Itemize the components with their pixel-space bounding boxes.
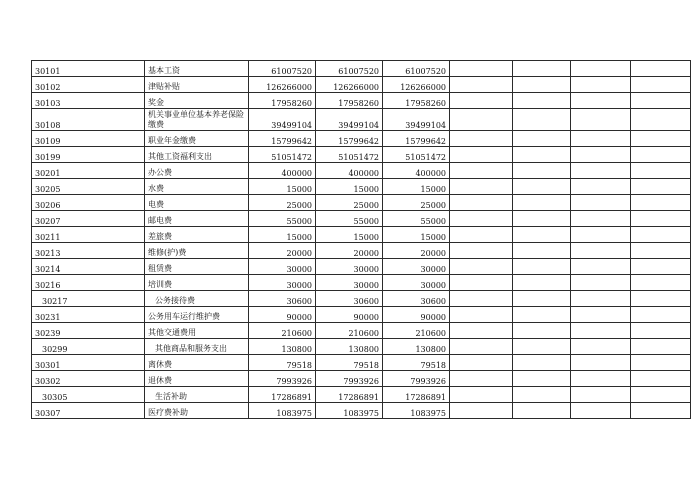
- empty-cell: [450, 211, 513, 227]
- amount-cell-2: 51051472: [316, 147, 383, 163]
- empty-cell: [513, 387, 571, 403]
- empty-cell: [631, 339, 691, 355]
- empty-cell: [450, 179, 513, 195]
- table-row: [32, 195, 691, 211]
- account-name-cell: 其他商品和服务支出: [145, 339, 249, 355]
- amount-cell-3: 20000: [383, 243, 450, 259]
- empty-cell: [513, 227, 571, 243]
- amount-cell-1: 7993926: [249, 371, 316, 387]
- amount-cell-1: 17958260: [249, 93, 316, 109]
- amount-cell-2: 15799642: [316, 131, 383, 147]
- account-name-cell: 奖金: [145, 93, 249, 109]
- empty-cell: [631, 61, 691, 77]
- empty-cell: [631, 403, 691, 419]
- amount-cell-3: 15799642: [383, 131, 450, 147]
- empty-cell: [631, 147, 691, 163]
- amount-cell-1: 20000: [249, 243, 316, 259]
- empty-cell: [450, 131, 513, 147]
- account-code-cell: 30216: [32, 275, 145, 291]
- empty-cell: [631, 227, 691, 243]
- amount-cell-3: 15000: [383, 179, 450, 195]
- amount-cell-3: 130800: [383, 339, 450, 355]
- table-row: [32, 109, 691, 131]
- amount-cell-1: 39499104: [249, 109, 316, 131]
- empty-cell: [450, 275, 513, 291]
- amount-cell-3: 90000: [383, 307, 450, 323]
- empty-cell: [513, 371, 571, 387]
- account-code-cell: 30299: [32, 339, 145, 355]
- empty-cell: [571, 355, 631, 371]
- empty-cell: [450, 291, 513, 307]
- amount-cell-1: 30000: [249, 275, 316, 291]
- amount-cell-2: 79518: [316, 355, 383, 371]
- amount-cell-3: 25000: [383, 195, 450, 211]
- amount-cell-1: 90000: [249, 307, 316, 323]
- account-code-cell: 30101: [32, 61, 145, 77]
- empty-cell: [450, 403, 513, 419]
- empty-cell: [571, 243, 631, 259]
- amount-cell-3: 17958260: [383, 93, 450, 109]
- empty-cell: [631, 93, 691, 109]
- amount-cell-3: 126266000: [383, 77, 450, 93]
- amount-cell-1: 30000: [249, 259, 316, 275]
- account-name-cell: 其他交通费用: [145, 323, 249, 339]
- amount-cell-3: 30000: [383, 259, 450, 275]
- account-name-cell: 津贴补贴: [145, 77, 249, 93]
- amount-cell-2: 30600: [316, 291, 383, 307]
- account-code-cell: 30205: [32, 179, 145, 195]
- account-code-cell: 30305: [32, 387, 145, 403]
- amount-cell-2: 25000: [316, 195, 383, 211]
- account-name-cell: 培训费: [145, 275, 249, 291]
- amount-cell-1: 79518: [249, 355, 316, 371]
- amount-cell-1: 15799642: [249, 131, 316, 147]
- account-code-cell: 30213: [32, 243, 145, 259]
- account-code-cell: 30239: [32, 323, 145, 339]
- amount-cell-3: 17286891: [383, 387, 450, 403]
- account-code-cell: 30201: [32, 163, 145, 179]
- empty-cell: [513, 77, 571, 93]
- amount-cell-1: 15000: [249, 227, 316, 243]
- amount-cell-1: 210600: [249, 323, 316, 339]
- empty-cell: [571, 403, 631, 419]
- account-code-cell: 30231: [32, 307, 145, 323]
- account-name-cell: 电费: [145, 195, 249, 211]
- account-code-cell: 30217: [32, 291, 145, 307]
- account-code-cell: 30302: [32, 371, 145, 387]
- empty-cell: [450, 355, 513, 371]
- amount-cell-1: 30600: [249, 291, 316, 307]
- empty-cell: [513, 61, 571, 77]
- table-row: [32, 93, 691, 109]
- empty-cell: [513, 195, 571, 211]
- empty-cell: [450, 371, 513, 387]
- amount-cell-2: 30000: [316, 259, 383, 275]
- account-code-cell: 30108: [32, 109, 145, 131]
- table-body: [32, 61, 691, 419]
- empty-cell: [513, 163, 571, 179]
- empty-cell: [513, 355, 571, 371]
- empty-cell: [450, 339, 513, 355]
- table-row: [32, 211, 691, 227]
- account-name-cell: 公务接待费: [145, 291, 249, 307]
- empty-cell: [631, 291, 691, 307]
- account-code-cell: 30206: [32, 195, 145, 211]
- empty-cell: [513, 307, 571, 323]
- amount-cell-1: 17286891: [249, 387, 316, 403]
- empty-cell: [571, 275, 631, 291]
- account-name-cell: 离休费: [145, 355, 249, 371]
- amount-cell-3: 30000: [383, 275, 450, 291]
- empty-cell: [631, 179, 691, 195]
- amount-cell-3: 15000: [383, 227, 450, 243]
- amount-cell-2: 20000: [316, 243, 383, 259]
- empty-cell: [571, 147, 631, 163]
- amount-cell-3: 7993926: [383, 371, 450, 387]
- account-name-cell: 邮电费: [145, 211, 249, 227]
- table-row: [32, 339, 691, 355]
- empty-cell: [571, 259, 631, 275]
- amount-cell-2: 7993926: [316, 371, 383, 387]
- account-name-cell: 其他工资福利支出: [145, 147, 249, 163]
- amount-cell-2: 90000: [316, 307, 383, 323]
- account-code-cell: 30211: [32, 227, 145, 243]
- amount-cell-3: 30600: [383, 291, 450, 307]
- empty-cell: [571, 227, 631, 243]
- amount-cell-2: 55000: [316, 211, 383, 227]
- empty-cell: [513, 109, 571, 131]
- empty-cell: [631, 355, 691, 371]
- table-row: [32, 387, 691, 403]
- amount-cell-2: 400000: [316, 163, 383, 179]
- amount-cell-2: 61007520: [316, 61, 383, 77]
- amount-cell-2: 1083975: [316, 403, 383, 419]
- account-name-cell: 退休费: [145, 371, 249, 387]
- empty-cell: [571, 307, 631, 323]
- amount-cell-3: 210600: [383, 323, 450, 339]
- account-code-cell: 30301: [32, 355, 145, 371]
- account-code-cell: 30214: [32, 259, 145, 275]
- amount-cell-3: 51051472: [383, 147, 450, 163]
- empty-cell: [513, 403, 571, 419]
- amount-cell-3: 39499104: [383, 109, 450, 131]
- table-row: [32, 403, 691, 419]
- account-name-cell: 维修(护)费: [145, 243, 249, 259]
- empty-cell: [571, 179, 631, 195]
- amount-cell-2: 17958260: [316, 93, 383, 109]
- empty-cell: [450, 243, 513, 259]
- amount-cell-2: 126266000: [316, 77, 383, 93]
- table-row: [32, 227, 691, 243]
- empty-cell: [513, 243, 571, 259]
- table-row: [32, 77, 691, 93]
- empty-cell: [631, 307, 691, 323]
- amount-cell-1: 400000: [249, 163, 316, 179]
- table-row: [32, 131, 691, 147]
- account-name-cell: 医疗费补助: [145, 403, 249, 419]
- amount-cell-2: 30000: [316, 275, 383, 291]
- empty-cell: [631, 243, 691, 259]
- account-name-cell: 办公费: [145, 163, 249, 179]
- amount-cell-3: 61007520: [383, 61, 450, 77]
- empty-cell: [571, 195, 631, 211]
- empty-cell: [513, 211, 571, 227]
- table-row: [32, 275, 691, 291]
- empty-cell: [631, 371, 691, 387]
- table-row: [32, 179, 691, 195]
- account-name-cell: 机关事业单位基本养老保险缴费: [145, 109, 249, 131]
- amount-cell-1: 15000: [249, 179, 316, 195]
- amount-cell-2: 130800: [316, 339, 383, 355]
- amount-cell-1: 130800: [249, 339, 316, 355]
- empty-cell: [513, 147, 571, 163]
- table-row: [32, 291, 691, 307]
- account-code-cell: 30207: [32, 211, 145, 227]
- empty-cell: [571, 93, 631, 109]
- amount-cell-2: 210600: [316, 323, 383, 339]
- empty-cell: [571, 131, 631, 147]
- empty-cell: [631, 275, 691, 291]
- empty-cell: [450, 147, 513, 163]
- empty-cell: [571, 371, 631, 387]
- empty-cell: [571, 211, 631, 227]
- empty-cell: [513, 339, 571, 355]
- amount-cell-3: 400000: [383, 163, 450, 179]
- account-code-cell: 30102: [32, 77, 145, 93]
- empty-cell: [631, 163, 691, 179]
- empty-cell: [450, 323, 513, 339]
- empty-cell: [450, 93, 513, 109]
- empty-cell: [571, 109, 631, 131]
- empty-cell: [450, 387, 513, 403]
- empty-cell: [631, 195, 691, 211]
- empty-cell: [571, 387, 631, 403]
- empty-cell: [631, 77, 691, 93]
- amount-cell-2: 39499104: [316, 109, 383, 131]
- table-row: [32, 371, 691, 387]
- amount-cell-1: 1083975: [249, 403, 316, 419]
- empty-cell: [631, 131, 691, 147]
- empty-cell: [571, 323, 631, 339]
- empty-cell: [631, 323, 691, 339]
- empty-cell: [450, 195, 513, 211]
- empty-cell: [571, 77, 631, 93]
- empty-cell: [631, 211, 691, 227]
- amount-cell-1: 55000: [249, 211, 316, 227]
- account-name-cell: 基本工资: [145, 61, 249, 77]
- table-row: [32, 61, 691, 77]
- empty-cell: [450, 259, 513, 275]
- empty-cell: [631, 109, 691, 131]
- empty-cell: [513, 179, 571, 195]
- empty-cell: [631, 259, 691, 275]
- table-row: [32, 323, 691, 339]
- amount-cell-1: 25000: [249, 195, 316, 211]
- account-name-cell: 生活补助: [145, 387, 249, 403]
- empty-cell: [450, 77, 513, 93]
- amount-cell-1: 126266000: [249, 77, 316, 93]
- amount-cell-1: 61007520: [249, 61, 316, 77]
- amount-cell-1: 51051472: [249, 147, 316, 163]
- table-row: [32, 355, 691, 371]
- amount-cell-3: 79518: [383, 355, 450, 371]
- account-name-cell: 职业年金缴费: [145, 131, 249, 147]
- empty-cell: [513, 275, 571, 291]
- empty-cell: [450, 163, 513, 179]
- table-row: [32, 163, 691, 179]
- empty-cell: [450, 109, 513, 131]
- empty-cell: [571, 291, 631, 307]
- account-name-cell: 公务用车运行维护费: [145, 307, 249, 323]
- amount-cell-2: 17286891: [316, 387, 383, 403]
- table-row: [32, 259, 691, 275]
- amount-cell-2: 15000: [316, 227, 383, 243]
- account-code-cell: 30199: [32, 147, 145, 163]
- amount-cell-3: 55000: [383, 211, 450, 227]
- table-row: [32, 307, 691, 323]
- empty-cell: [513, 323, 571, 339]
- empty-cell: [513, 93, 571, 109]
- account-name-cell: 水费: [145, 179, 249, 195]
- empty-cell: [631, 387, 691, 403]
- empty-cell: [513, 291, 571, 307]
- empty-cell: [450, 61, 513, 77]
- account-code-cell: 30103: [32, 93, 145, 109]
- table-row: [32, 243, 691, 259]
- account-name-cell: 差旅费: [145, 227, 249, 243]
- table-row: [32, 147, 691, 163]
- empty-cell: [450, 307, 513, 323]
- amount-cell-3: 1083975: [383, 403, 450, 419]
- empty-cell: [450, 227, 513, 243]
- empty-cell: [571, 163, 631, 179]
- empty-cell: [513, 259, 571, 275]
- account-code-cell: 30307: [32, 403, 145, 419]
- amount-cell-2: 15000: [316, 179, 383, 195]
- empty-cell: [571, 61, 631, 77]
- account-name-cell: 租赁费: [145, 259, 249, 275]
- account-code-cell: 30109: [32, 131, 145, 147]
- budget-table: [31, 60, 691, 419]
- empty-cell: [513, 131, 571, 147]
- empty-cell: [571, 339, 631, 355]
